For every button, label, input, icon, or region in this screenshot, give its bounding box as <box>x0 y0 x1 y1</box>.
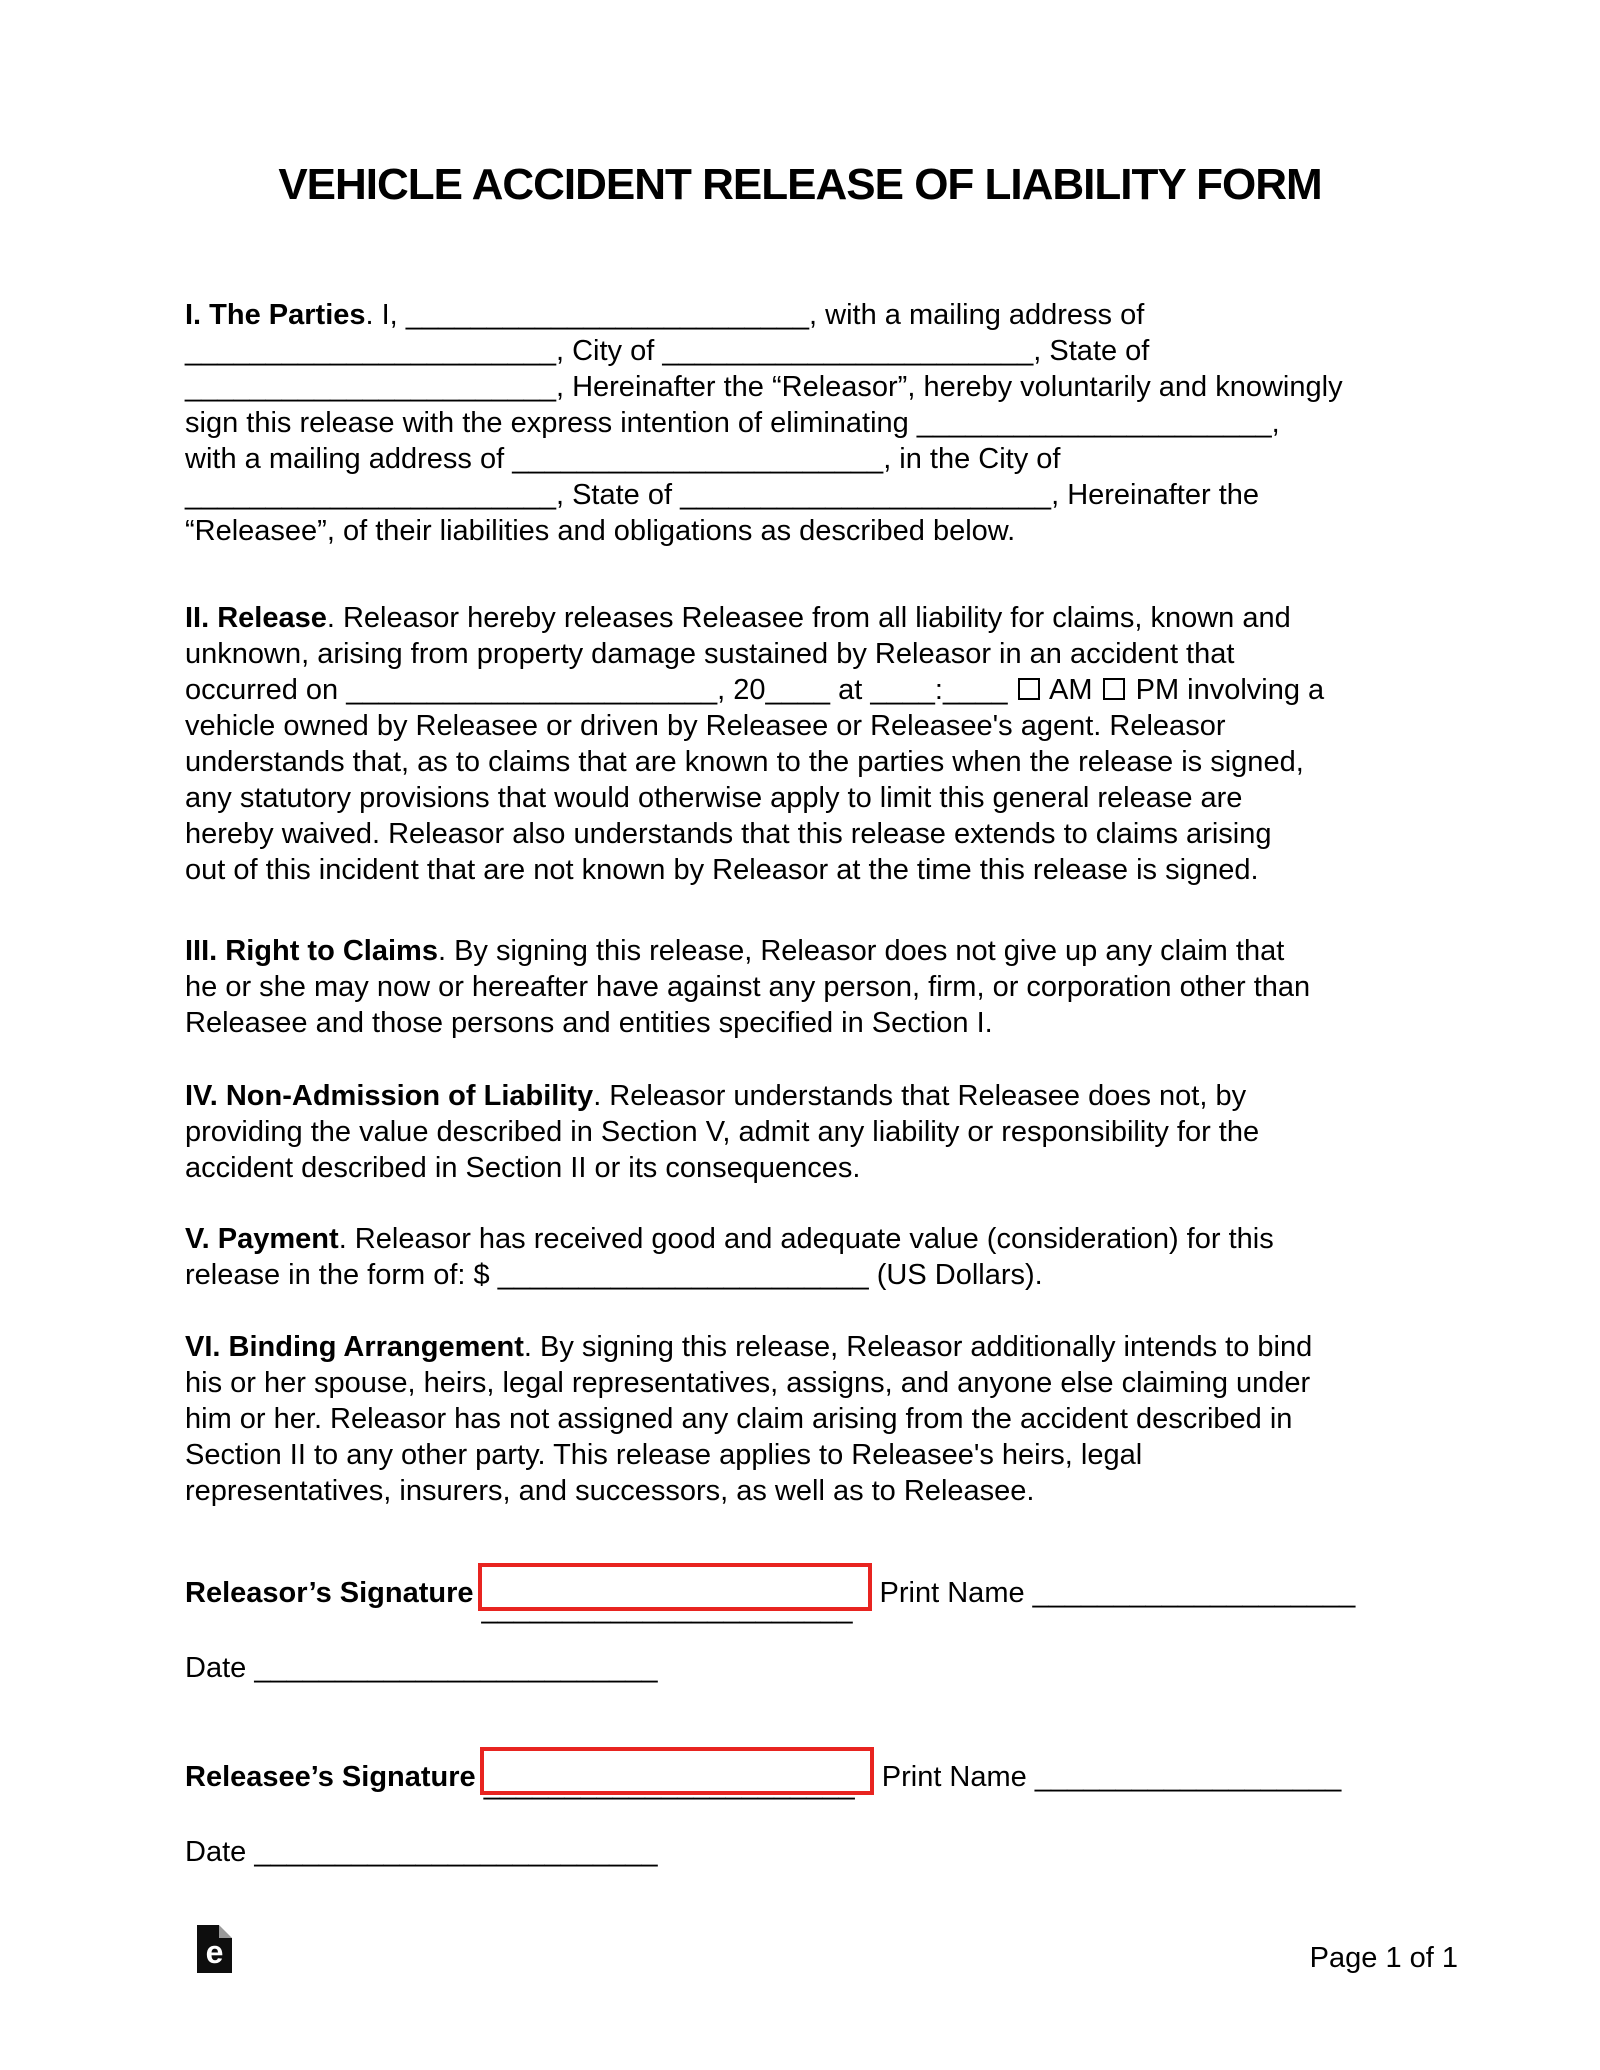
accident-date-blank[interactable]: _______________________ <box>346 674 718 706</box>
text-segment: , City of <box>555 335 663 367</box>
releasor-print-name-blank[interactable]: ____________________ <box>1032 1577 1356 1609</box>
releasee-city-blank[interactable]: _______________________ <box>185 479 556 511</box>
text-segment: . Releasor hereby releases Releasee from all liability for claims, known and <box>326 602 1291 634</box>
form-line <box>185 1563 1356 1625</box>
releasee-signature-row <box>185 1747 1341 1803</box>
releasor-address-blank[interactable]: _______________________ <box>185 335 556 367</box>
releasee-state-blank[interactable]: _______________________ <box>680 479 1052 511</box>
text-segment: release in the form of: $ <box>185 1259 498 1291</box>
text-segment: him or her. Releasor has not assigned any claim arising from the accident described in <box>185 1403 1293 1435</box>
form-line <box>185 441 1430 477</box>
text-segment: , Hereinafter the “Releasor”, hereby voluntarily and knowingly <box>555 371 1343 403</box>
bold-heading-text: IV. Non-Admission of Liability <box>185 1080 594 1112</box>
releasee-date-row <box>185 1834 1430 1870</box>
bold-heading-text: III. Right to Claims <box>185 935 438 967</box>
releasee-name-blank[interactable]: ______________________ <box>916 407 1272 439</box>
text-segment: accident described in Section II or its consequences. <box>185 1152 861 1184</box>
text-segment: he or she may now or hereafter have against any person, firm, or corporation other than <box>185 971 1311 1003</box>
form-line <box>185 1150 1430 1186</box>
text-segment: Date <box>185 1652 255 1684</box>
form-line <box>185 1834 1430 1870</box>
text-segment: , State of <box>1033 335 1150 367</box>
text-segment: , with a mailing address of <box>809 299 1145 331</box>
form-line <box>185 513 1430 549</box>
text-segment: providing the value described in Section V, admit any liability or responsibility for the <box>185 1116 1260 1148</box>
page-number-label: Page 1 of 1 <box>1309 1942 1458 1974</box>
bold-heading-text: Releasor’s Signature <box>185 1577 474 1609</box>
form-line <box>185 1005 1430 1041</box>
releasee-signature-box[interactable] <box>480 1747 874 1801</box>
form-line <box>185 636 1430 672</box>
section-binding <box>185 1329 1430 1509</box>
form-line <box>185 1650 1430 1686</box>
form-line <box>185 1747 1341 1803</box>
signature-line: _______________________ <box>483 1769 855 1801</box>
form-line <box>185 1401 1430 1437</box>
text-segment: AM <box>1042 674 1101 706</box>
text-segment: Print Name <box>871 1577 1033 1609</box>
bold-heading-text: II. Release <box>185 602 327 634</box>
bold-heading-text: V. Payment <box>185 1223 339 1255</box>
accident-minute-blank[interactable]: ____ <box>942 674 1008 706</box>
releasee-print-name-blank[interactable]: ___________________ <box>1034 1761 1342 1793</box>
section-release <box>185 600 1430 888</box>
accident-year-blank[interactable]: ____ <box>765 674 831 706</box>
text-segment: . Releasor has received good and adequate value (consideration) for this <box>338 1223 1274 1255</box>
form-line <box>185 1473 1430 1509</box>
text-segment: out of this incident that are not known by Releasor at the time this release is signed. <box>185 854 1259 886</box>
releasor-name-blank[interactable]: _________________________ <box>405 299 810 331</box>
text-segment: , in the City of <box>883 443 1061 475</box>
text-segment: Section II to any other party. This release applies to Releasee's heirs, legal <box>185 1439 1143 1471</box>
text-segment: . I, <box>365 299 406 331</box>
releasor-date-blank[interactable]: _________________________ <box>254 1652 658 1684</box>
releasor-signature-box[interactable] <box>478 1563 872 1625</box>
text-segment: (US Dollars). <box>868 1259 1043 1291</box>
form-line <box>185 969 1430 1005</box>
form-line <box>185 672 1430 708</box>
text-segment: sign this release with the express intention of eliminating <box>185 407 917 439</box>
bold-heading-text: VI. Binding Arrangement <box>185 1331 524 1363</box>
form-line <box>185 780 1430 816</box>
text-segment: . By signing this release, Releasor additionally intends to bind <box>523 1331 1313 1363</box>
document-title: VEHICLE ACCIDENT RELEASE OF LIABILITY FORM <box>278 160 1322 209</box>
form-line <box>185 1365 1430 1401</box>
text-segment <box>1007 674 1015 706</box>
form-line <box>185 333 1430 369</box>
bold-heading-text: I. The Parties <box>185 299 366 331</box>
text-segment: understands that, as to claims that are known to the parties when the release is signed, <box>185 746 1304 778</box>
form-line <box>185 744 1430 780</box>
form-line <box>185 600 1430 636</box>
form-line <box>185 405 1430 441</box>
text-segment: any statutory provisions that would otherwise apply to limit this general release are <box>185 782 1243 814</box>
eforms-logo <box>197 1925 232 1973</box>
text-segment: “Releasee”, of their liabilities and obligations as described below. <box>185 515 1016 547</box>
form-line <box>185 852 1430 888</box>
text-segment: PM involving a <box>1127 674 1325 706</box>
accident-hour-blank[interactable]: ____ <box>870 674 935 706</box>
text-segment: unknown, arising from property damage sustained by Releasor in an accident that <box>185 638 1235 670</box>
form-line <box>185 477 1430 513</box>
form-line <box>185 297 1430 333</box>
text-segment: : <box>934 674 943 706</box>
text-segment: . Releasor understands that Releasee does not, by <box>593 1080 1247 1112</box>
releasor-city-blank[interactable]: _______________________ <box>662 335 1034 367</box>
text-segment: representatives, insurers, and successors, as well as to Releasee. <box>185 1475 1035 1507</box>
section-right-to-claims <box>185 933 1430 1041</box>
text-segment: . By signing this release, Releasor does not give up any claim that <box>437 935 1285 967</box>
text-segment: his or her spouse, heirs, legal representatives, assigns, and anyone else claiming under <box>185 1367 1311 1399</box>
form-line <box>185 1257 1430 1293</box>
section-non-admission <box>185 1078 1430 1186</box>
releasee-address-blank[interactable]: _______________________ <box>512 443 884 475</box>
payment-amount-blank[interactable]: _______________________ <box>497 1259 869 1291</box>
text-segment: at <box>830 674 871 706</box>
form-line <box>185 1329 1430 1365</box>
text-segment: Releasee and those persons and entities specified in Section I. <box>185 1007 993 1039</box>
releasor-date-row <box>185 1650 1430 1686</box>
am-checkbox[interactable] <box>1018 678 1040 700</box>
section-parties <box>185 297 1430 549</box>
form-line <box>185 1078 1430 1114</box>
form-line <box>185 816 1430 852</box>
section-payment <box>185 1221 1430 1293</box>
text-segment: with a mailing address of <box>185 443 513 475</box>
eforms-logo-letter: e <box>205 1934 224 1970</box>
signature-line: _______________________ <box>481 1593 853 1625</box>
pm-checkbox[interactable] <box>1103 678 1125 700</box>
text-segment: Date <box>185 1836 255 1868</box>
form-line <box>185 1114 1430 1150</box>
releasee-date-blank[interactable]: _________________________ <box>254 1836 658 1868</box>
text-segment: , 20 <box>717 674 766 706</box>
text-segment: , Hereinafter the <box>1051 479 1260 511</box>
text-segment: , <box>1271 407 1280 439</box>
form-line <box>185 933 1430 969</box>
form-line <box>185 1437 1430 1473</box>
text-segment: , State of <box>555 479 681 511</box>
releasor-signature-row <box>185 1563 1356 1625</box>
form-line <box>185 708 1430 744</box>
text-segment: hereby waived. Releasor also understands that this release extends to claims arising <box>185 818 1272 850</box>
form-line <box>185 369 1430 405</box>
text-segment: occurred on <box>185 674 347 706</box>
releasor-state-blank[interactable]: _______________________ <box>185 371 556 403</box>
text-segment: Print Name <box>873 1761 1035 1793</box>
form-line <box>185 1221 1430 1257</box>
text-segment: vehicle owned by Releasee or driven by Releasee or Releasee's agent. Releasor <box>185 710 1226 742</box>
bold-heading-text: Releasee’s Signature <box>185 1761 476 1793</box>
